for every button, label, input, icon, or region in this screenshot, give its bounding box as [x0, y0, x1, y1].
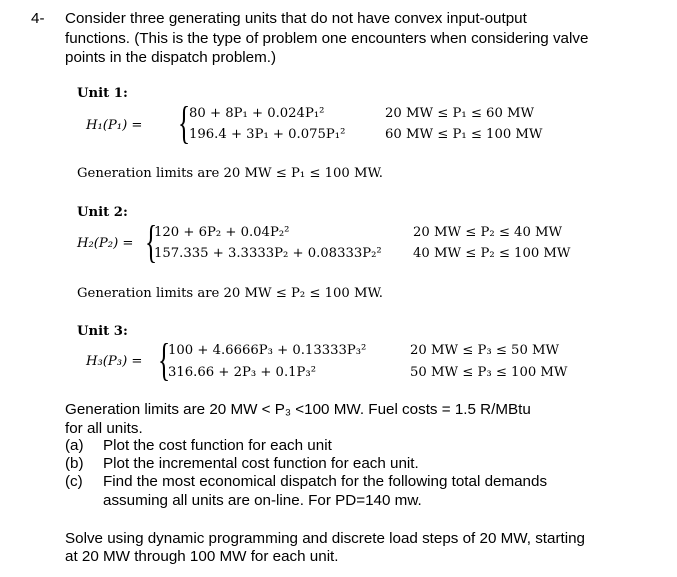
unit2-title: Unit 2: [77, 205, 128, 220]
unit3-limits-line-1: Generation limits are 20 MW < P₃ <100 MW. Fuel costs = 1.5 R/MBtu [65, 401, 531, 418]
unit2-piece1-expr: 120 + 6P₂ + 0.04P₂² [154, 225, 290, 240]
unit2-piece1-range: 20 MW ≤ P₂ ≤ 40 MW [413, 225, 563, 240]
unit1-piece1-range: 20 MW ≤ P₁ ≤ 60 MW [385, 106, 535, 121]
unit1-piece1-expr: 80 + 8P₁ + 0.024P₁² [189, 106, 325, 121]
unit3-piece2-range: 50 MW ≤ P₃ ≤ 100 MW [410, 365, 568, 380]
task-a-label: (a) [65, 437, 84, 454]
intro-line-1-text: Consider three generating units that do not have convex input-output [65, 10, 527, 27]
closing-line-1: Solve using dynamic programming and discrete load steps of 20 MW, starting [65, 530, 586, 547]
unit2-function-name: H₂(P₂) = [77, 236, 134, 251]
unit2-piece2-range: 40 MW ≤ P₂ ≤ 100 MW [413, 246, 571, 261]
closing-line-2: at 20 MW through 100 MW for each unit. [65, 548, 339, 565]
unit1-function-name: H₁(P₁) = [86, 118, 143, 133]
unit3-piece1-range: 20 MW ≤ P₃ ≤ 50 MW [410, 343, 560, 358]
task-b-text: Plot the incremental cost function for each unit. [103, 455, 419, 472]
unit1-title: Unit 1: [77, 86, 128, 101]
unit2-piece2-expr: 157.335 + 3.3333P₂ + 0.08333P₂² [154, 246, 382, 261]
unit3-title: Unit 3: [77, 324, 128, 339]
unit3-function-name: H₃(P₃) = [86, 354, 143, 369]
task-a-text: Plot the cost function for each unit [103, 437, 332, 454]
unit2-limits: Generation limits are 20 MW ≤ P₂ ≤ 100 MW. [77, 286, 383, 301]
problem-number: 4- [31, 10, 45, 27]
unit1-brace: { [178, 97, 191, 148]
task-c-line-1: Find the most economical dispatch for the following total demands [103, 473, 548, 490]
unit1-limits: Generation limits are 20 MW ≤ P₁ ≤ 100 MW. [77, 166, 383, 181]
unit1-piece2-expr: 196.4 + 3P₁ + 0.075P₁² [189, 127, 346, 142]
task-c-line-2: assuming all units are on-line. For PD=140 mw. [103, 492, 422, 509]
intro-line-3: points in the dispatch problem.) [65, 49, 277, 66]
intro-line-2: functions. (This is the type of problem one encounters when considering valve [65, 30, 589, 47]
unit3-piece2-expr: 316.66 + 2P₃ + 0.1P₃² [168, 365, 316, 380]
unit1-piece2-range: 60 MW ≤ P₁ ≤ 100 MW [385, 127, 543, 142]
unit3-brace: { [158, 334, 171, 385]
task-b-label: (b) [65, 455, 84, 472]
unit2-brace: { [145, 216, 158, 267]
unit3-piece1-expr: 100 + 4.6666P₃ + 0.13333P₃² [168, 343, 367, 358]
unit3-limits-line-2: for all units. [65, 420, 143, 437]
intro-line-1 [65, 9, 619, 28]
task-c-label: (c) [65, 473, 83, 490]
